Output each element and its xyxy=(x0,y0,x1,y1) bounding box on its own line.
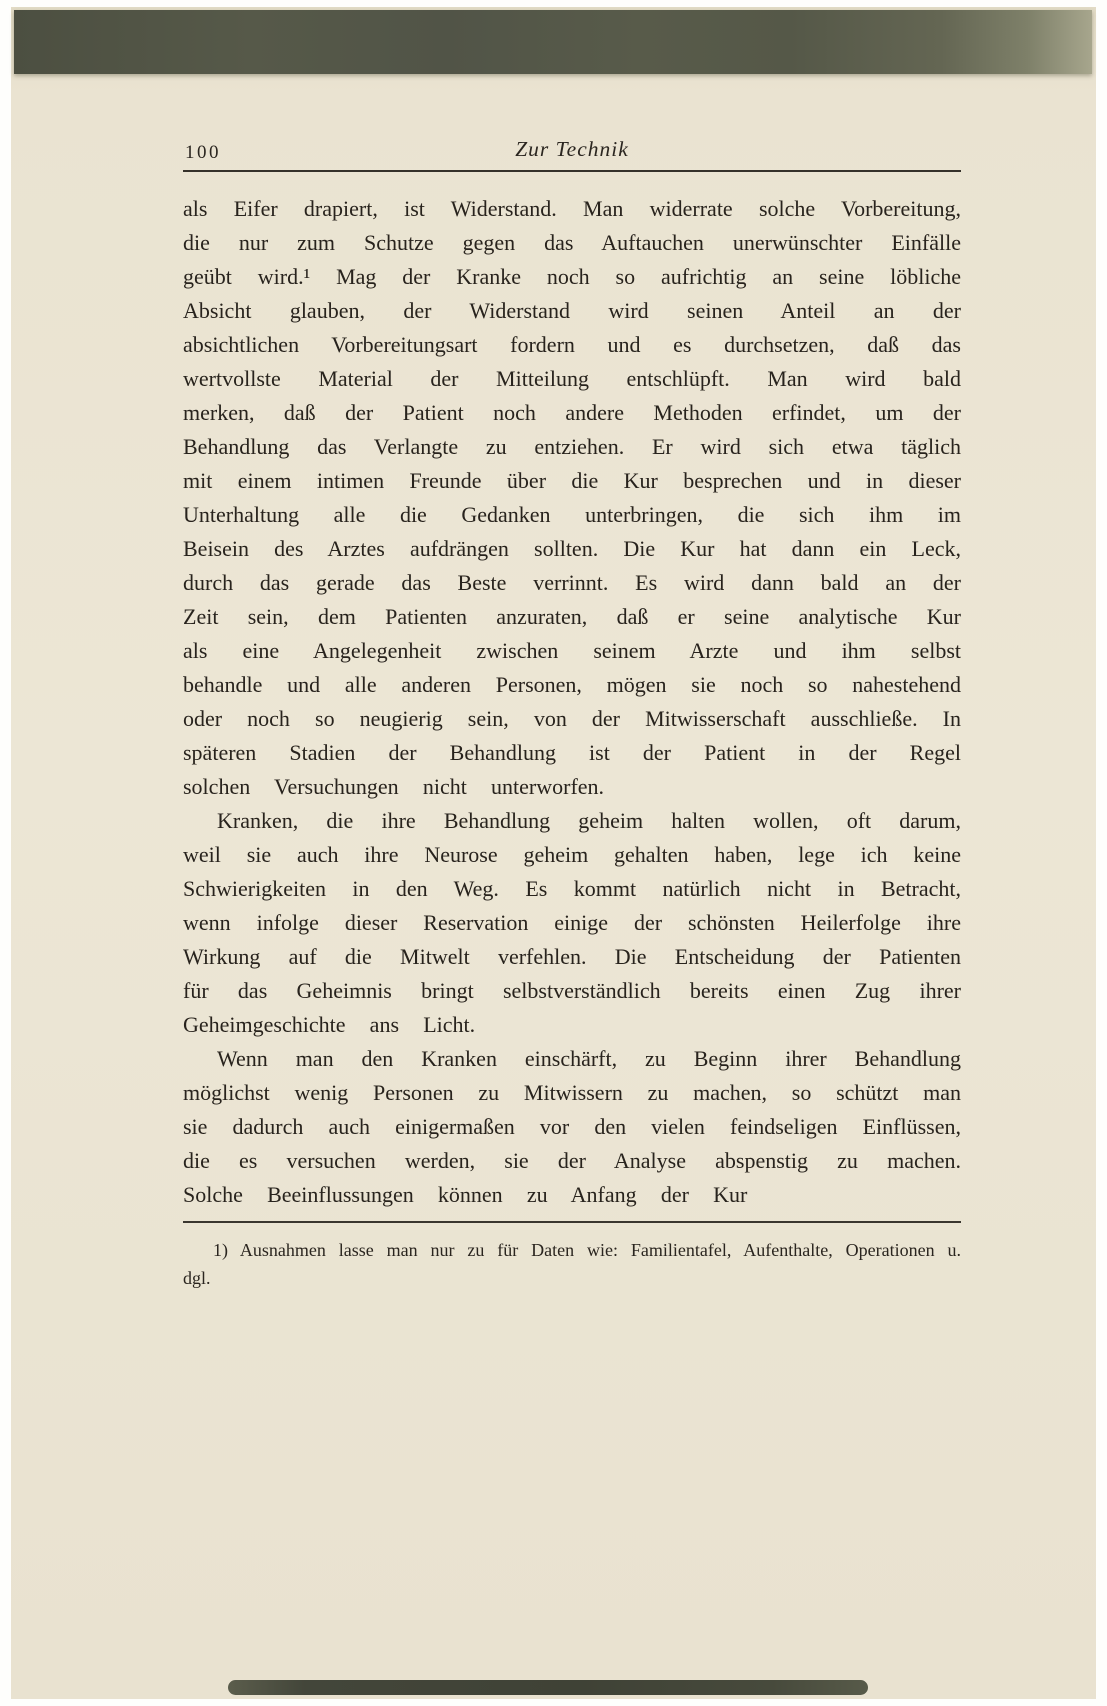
footnote-section xyxy=(183,1221,961,1292)
page-number: 100 xyxy=(185,142,221,163)
paper-background xyxy=(11,7,1096,1699)
header-rule xyxy=(183,170,961,172)
paragraph: als Eifer drapiert, ist Widerstand. Man widerrate solche Vorbereitung, die nur zum Schutze gegen das Auftauchen unerwünschter Einfälle geübt wird.¹ Mag der Kranke noch so aufrichtig an seine löbliche Absicht glauben, der Widerstand wird seinen Anteil an der absichtlichen Vorbereitungsart fordern und es durchsetzen, daß das wertvollste Material der Mitteilung entschlüpft. Man wird bald merken, daß der Patient noch andere Methoden erfindet, um der Behandlung das Verlangte zu entziehen. Er wird sich etwa täglich mit einem intimen Freunde über die Kur besprechen und in dieser Unterhaltung alle die Gedanken unterbringen, die sich ihm im Beisein des Arztes aufdrängen sollten. Die Kur hat dann ein Leck, durch das gerade das Beste verrinnt. Es wird dann bald an der Zeit sein, dem Patienten anzuraten, daß er seine analytische Kur als eine Angelegenheit zwischen seinem Arzte und ihm selbst behandle und alle anderen Personen, mögen sie noch so nahestehend oder noch so neugierig sein, von der Mitwisserschaft ausschließe. In späteren Stadien der Behandlung ist der Patient in der Regel solchen Versuchungen nicht unterworfen. xyxy=(183,196,961,799)
scan-bottom-edge xyxy=(228,1680,868,1695)
paragraph: Wenn man den Kranken einschärft, zu Beginn ihrer Behandlung möglichst wenig Personen zu Mitwissern zu machen, so schützt man sie dadurch auch einigermaßen vor den vielen feindseligen Einflüssen, die es versuchen werden, sie der Analyse abspenstig zu machen. Solche Beeinflussungen können zu Anfang der Kur xyxy=(183,1046,961,1207)
body-text xyxy=(183,192,961,1212)
page-header xyxy=(183,137,961,167)
scan-top-edge xyxy=(14,10,1092,74)
paragraph: Kranken, die ihre Behandlung geheim halten wollen, oft darum, weil sie auch ihre Neurose geheim gehalten haben, lege ich keine Schwierigkeiten in den Weg. Es kommt natürlich nicht in Betracht, wenn infolge dieser Reservation einige der schönsten Heilerfolge ihre Wirkung auf die Mitwelt verfehlen. Die Entscheidung der Patienten für das Geheimnis bringt selbstverständlich bereits einen Zug ihrer Geheimgeschichte ans Licht. xyxy=(183,808,961,1037)
running-title: Zur Technik xyxy=(515,137,629,161)
footnote: 1) Ausnahmen lasse man nur zu für Daten wie: Familientafel, Aufenthalte, Operationen u. dgl. xyxy=(183,1240,961,1288)
page-content xyxy=(183,137,961,1292)
